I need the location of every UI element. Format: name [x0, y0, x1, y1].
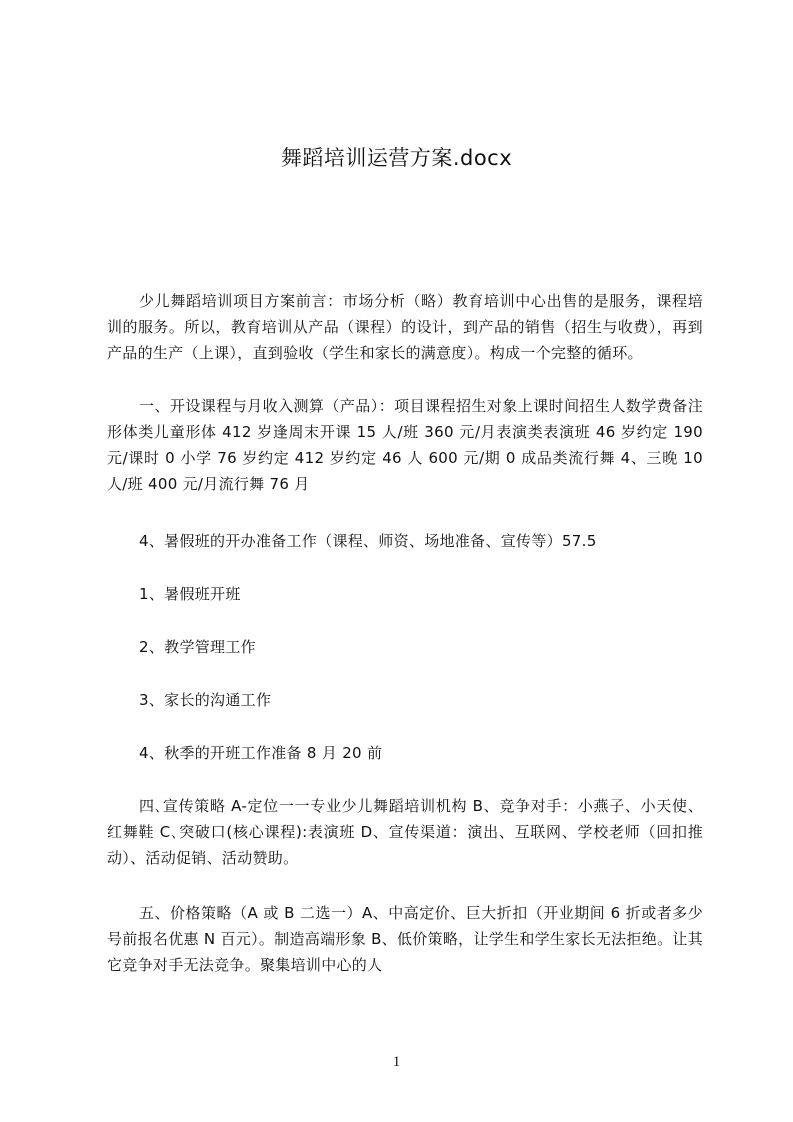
paragraph-courses-income: 一、开设课程与月收入测算（产品）：项目课程招生对象上课时间招生人数学费备注形体类儿童形体 412 岁逢周末开课 15 人/班 360 元/月表演类表演班 46 岁约定 190 元/课时 0 小学 76 岁约定 412 岁约定 46 人 600 元/期 0 成品类流行舞 4、三晚 10 人/班 400 元/月流行舞 76 月 — [107, 397, 703, 493]
paragraph-pricing-strategy: 五、价格策略（A 或 B 二选一）A、中高定价、巨大折扣（开业期间 6 折或者多少号前报名优惠 N 百元）。制造高端形象 B、低价策略，让学生和学生家长无法拒绝。让其它竞争对手无法竞争。聚集培训中心的人 — [107, 904, 703, 974]
paragraph-autumn-prep: 4、秋季的开班工作准备 8 月 20 前 — [139, 744, 383, 762]
document-title: 舞蹈培训运营方案.docx — [280, 146, 513, 170]
page-number: 1 — [392, 1054, 401, 1070]
paragraph-summer-open: 1、暑假班开班 — [139, 585, 241, 603]
paragraph-preface: 少儿舞蹈培训项目方案前言：市场分析（略）教育培训中心出售的是服务，课程培训的服务。所以，教育培训从产品（课程）的设计，到产品的销售（招生与收费），再到产品的生产（上课），直到验收（学生和家长的满意度）。构成一个完整的循环。 — [107, 292, 703, 362]
paragraph-summer-prep: 4、暑假班的开办准备工作（课程、师资、场地准备、宣传等）57.5 — [139, 532, 597, 550]
paragraph-parent-communication: 3、家长的沟通工作 — [139, 691, 272, 709]
paragraph-promotion-strategy: 四､宣传策略 A-定位一一专业少儿舞蹈培训机构 B、竞争对手：小燕子、小天使、红舞鞋 C､突破口(核心课程):表演班 D、宣传渠道：演出、互联网、学校老师（回扣推动）、活动促销、活动赞助。 — [107, 797, 703, 867]
paragraph-teaching-management: 2、教学管理工作 — [139, 638, 256, 656]
